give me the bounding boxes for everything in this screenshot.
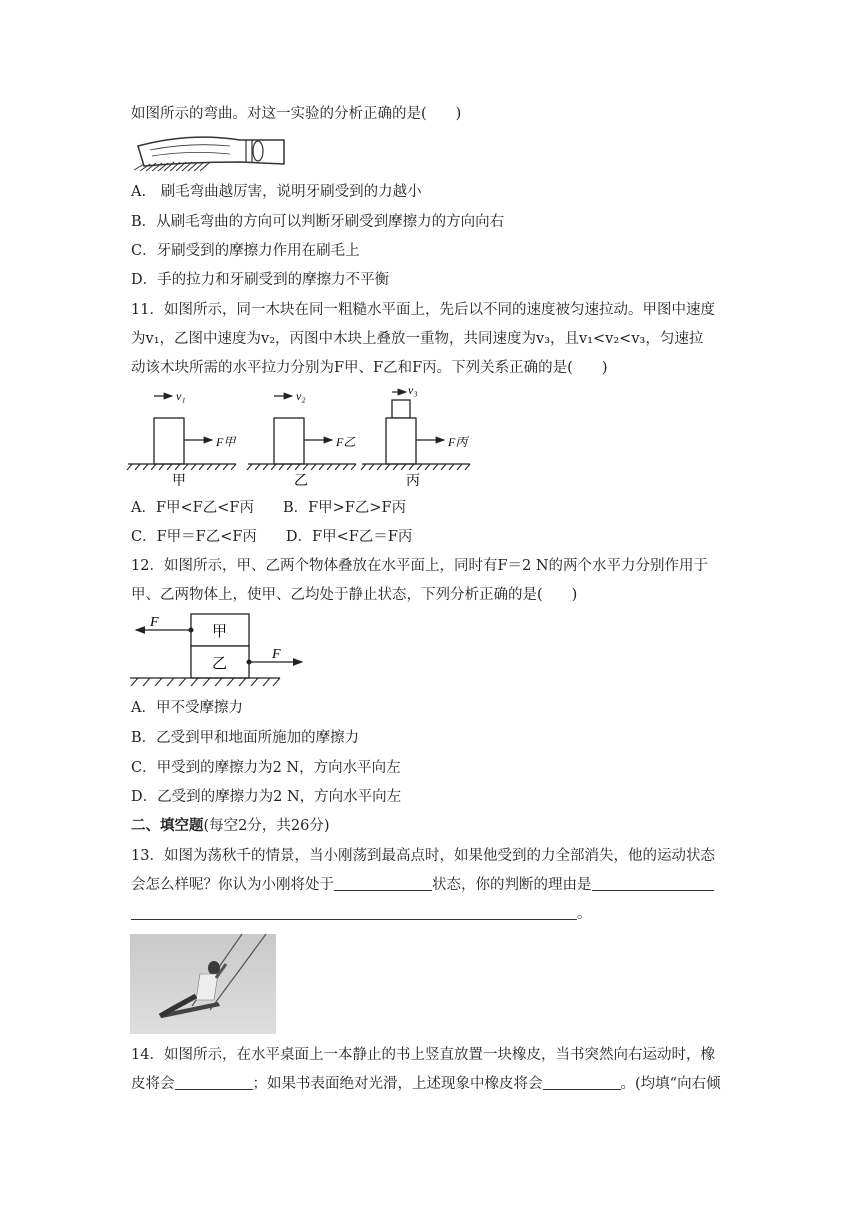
q10-option-b: B．从刷毛弯曲的方向可以判断牙刷受到摩擦力的方向向右 [131, 214, 505, 230]
q12-line1: 12．如图所示，甲、乙两个物体叠放在水平面上，同时有F＝2 N的两个水平力分别作用于 [131, 558, 709, 574]
toothbrush-figure [130, 134, 290, 174]
velocity-label-v2: v₂ [296, 389, 306, 403]
q11-panel-bing [361, 384, 470, 489]
q11-panel-yi [247, 389, 356, 489]
q11-panel-jia [127, 389, 237, 489]
q11-line3: 动该木块所需的水平拉力分别为F甲、F乙和F丙。下列关系正确的是( ) [131, 360, 608, 376]
panel-label-jia: 甲 [172, 474, 186, 489]
panel-label-yi: 乙 [294, 474, 308, 489]
q10-option-c: C．牙刷受到的摩擦力作用在刷毛上 [131, 243, 360, 259]
q11-line1: 11．如图所示，同一木块在同一粗糙水平面上，先后以不同的速度被匀速拉动。甲图中速度 [131, 302, 715, 318]
q11-options-ab: A．F甲<F乙<F丙 B．F甲>F乙>F丙 [131, 500, 407, 516]
child-body [196, 974, 218, 1000]
q12-option-c: C．甲受到的摩擦力为2 N，方向水平向左 [131, 760, 401, 776]
section-title: 二、填空题 [131, 817, 204, 834]
q13-blank-2[interactable] [592, 876, 714, 891]
brush-head [138, 137, 284, 166]
q13-blank-2-cont[interactable] [131, 905, 577, 920]
q12-line2: 甲、乙两物体上，使甲、乙均处于静止状态，下列分析正确的是( ) [131, 587, 578, 603]
velocity-label-v3: v₃ [408, 384, 418, 397]
q13-line2: 会怎么样呢？你认为小刚将处于 状态，你的判断的理由是 [131, 875, 714, 895]
q12-option-b: B．乙受到甲和地面所施加的摩擦力 [131, 730, 360, 746]
force-left-label: F [150, 615, 159, 630]
q14-blank-1[interactable] [175, 1075, 253, 1090]
q12-option-a: A．甲不受摩擦力 [131, 700, 243, 716]
force-label-jia: F甲 [216, 435, 236, 449]
q10-option-a: A. 刷毛弯曲越厉害，说明牙刷受到的力越小 [131, 184, 422, 200]
q13-line1: 13．如图为荡秋千的情景，当小刚荡到最高点时，如果他受到的力全部消失，他的运动状态 [131, 848, 715, 864]
q13-line3: 。 [131, 904, 592, 924]
q12-figure [128, 612, 308, 692]
velocity-label-v1: v₁ [176, 389, 186, 403]
q11-figure [126, 384, 486, 492]
panel-label-bing: 丙 [406, 474, 420, 489]
q14-line2: 皮将会 ；如果书表面绝对光滑，上述现象中橡皮将会 。(均填“向右倾 [131, 1076, 721, 1092]
q14-line1: 14．如图所示，在水平桌面上一本静止的书上竖直放置一块橡皮，当书突然向右运动时，橡 [131, 1047, 715, 1063]
swing-photo [130, 934, 276, 1034]
q11-line2: 为v₁，乙图中速度为v₂，丙图中木块上叠放一重物，共同速度为v₃，且v₁<v₂<v₃，匀速拉 [131, 331, 704, 347]
q12-option-d: D．乙受到的摩擦力为2 N，方向水平向左 [131, 789, 402, 805]
block-jia-label: 甲 [212, 624, 228, 640]
q14-blank-2[interactable] [543, 1075, 621, 1090]
force-label-bing: F丙 [448, 435, 468, 449]
force-label-yi: F乙 [336, 435, 356, 449]
q10-option-d: D．手的拉力和牙刷受到的摩擦力不平衡 [131, 272, 390, 288]
q11-options-cd: C．F甲＝F乙<F丙 D．F甲<F乙＝F丙 [131, 529, 413, 545]
q13-blank-1[interactable] [334, 876, 432, 891]
force-right-label: F [272, 647, 281, 662]
q10-stem-tail: 如图所示的弯曲。对这一实验的分析正确的是( ) [131, 106, 462, 122]
section-heading [131, 816, 330, 836]
block-yi-label: 乙 [212, 656, 228, 672]
section-note: (每空2分，共26分) [203, 818, 330, 834]
